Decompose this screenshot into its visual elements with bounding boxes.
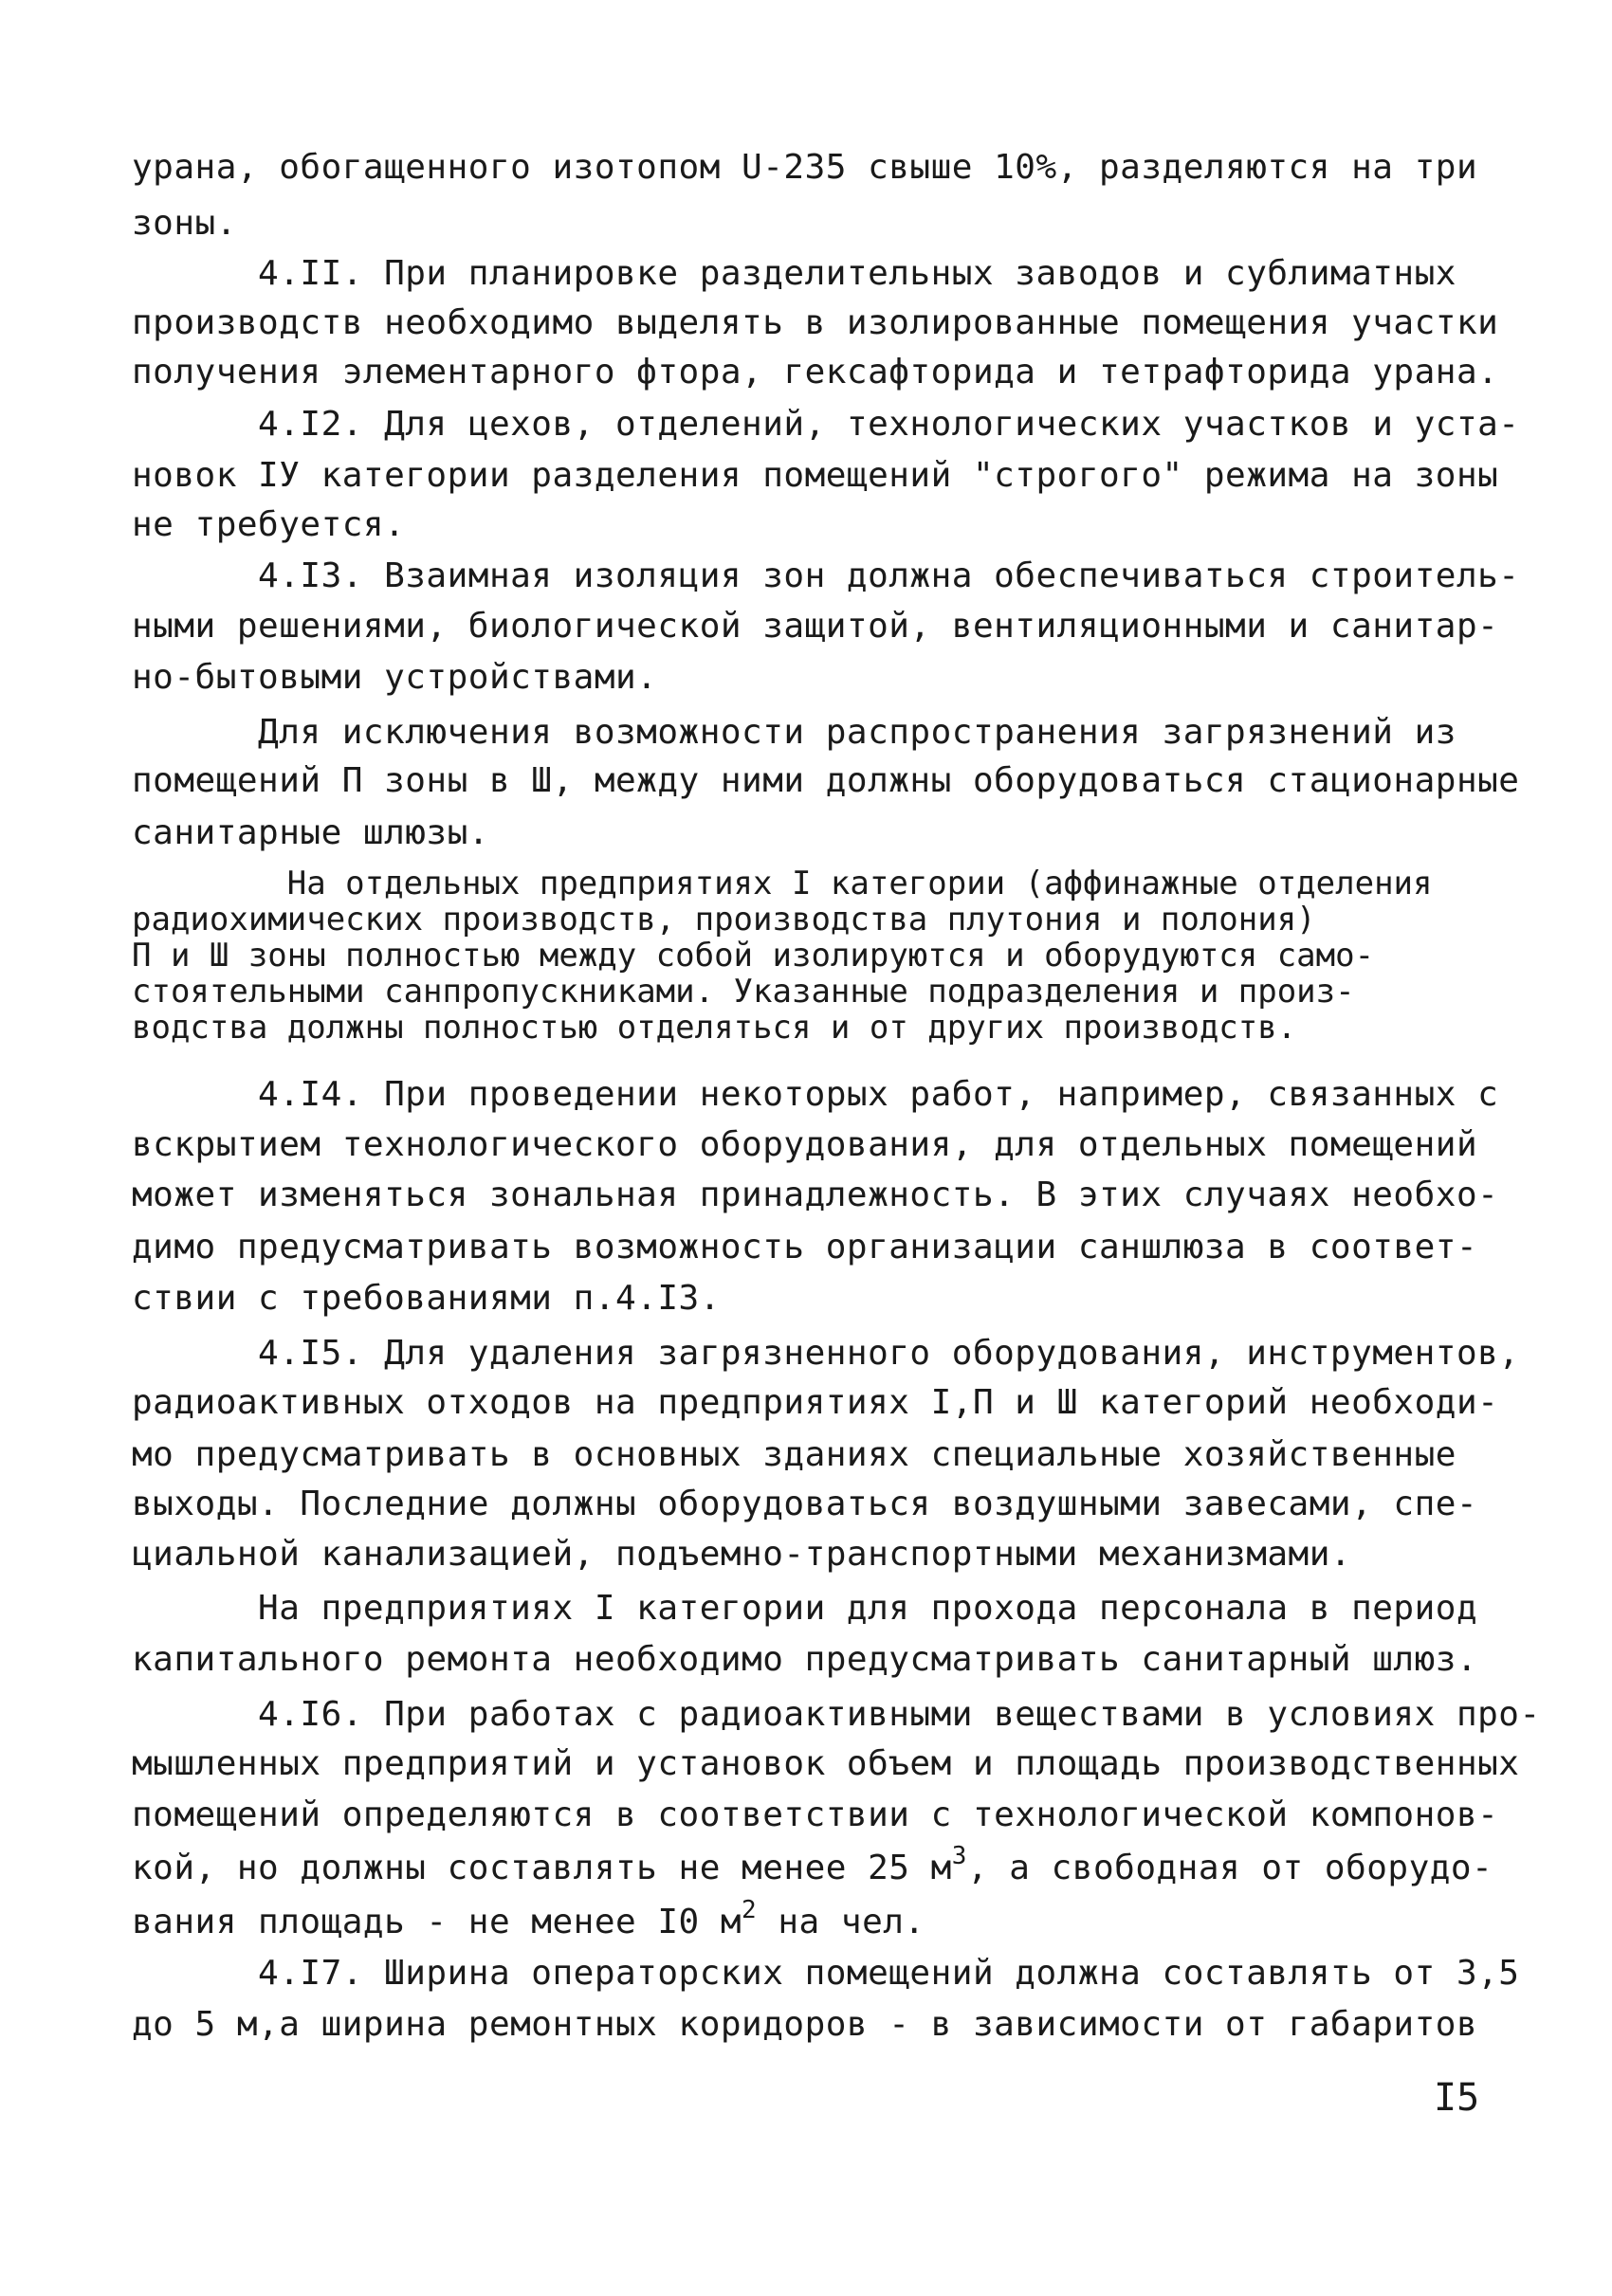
text-line: 4.I2. Для цехов, отделений, технологических участков и уста-: [132, 405, 1520, 444]
text-line: не требуется.: [132, 505, 406, 544]
text-line: На предприятиях I категории для прохода персонала в период: [132, 1589, 1478, 1628]
text-line: 4.I6. При работах с радиоактивными веществами в условиях про-: [132, 1695, 1541, 1734]
text-line: циальной канализацией, подъемно-транспортными механизмами.: [132, 1535, 1352, 1574]
page-number: I5: [1434, 2076, 1480, 2120]
text-line: 4.I7. Ширина операторских помещений должна составлять от 3,5: [132, 1954, 1520, 1993]
text-line: выходы. Последние должны оборудоваться воздушными завесами, спе-: [132, 1485, 1478, 1523]
text-line: может изменяться зональная принадлежность. В этих случаях необхо-: [132, 1175, 1499, 1214]
text-fragment: , а свободная от оборудо-: [966, 1849, 1493, 1887]
text-line: зоны.: [132, 204, 237, 243]
text-line: На отдельных предприятиях I категории (аффинажные отделения: [132, 865, 1433, 902]
text-line: [132, 1842, 1497, 1892]
text-fragment: вания площадь - не менее I0 м: [132, 1903, 742, 1941]
text-line: урана, обогащенного изотопом U-235 свыше 10%, разделяются на три: [132, 148, 1478, 187]
text-line: ными решениями, биологической защитой, вентиляционными и санитар-: [132, 607, 1499, 646]
text-line: санитарные шлюзы.: [132, 813, 489, 852]
text-line: 4.II. При планировке разделительных заводов и сублиматных: [132, 254, 1456, 293]
text-line: радиохимических производств, производства плутония и полония): [132, 901, 1316, 938]
text-line: вскрытием технологического оборудования, для отдельных помещений: [132, 1125, 1478, 1164]
text-line: [132, 1896, 1497, 1946]
text-fragment: на чел.: [757, 1903, 925, 1941]
text-line: радиоактивных отходов на предприятиях I,П и Ш категорий необходи-: [132, 1383, 1499, 1422]
text-line: новок IУ категории разделения помещений "строгого" режима на зоны: [132, 456, 1499, 495]
superscript-square: 2: [742, 1896, 758, 1924]
text-line: водства должны полностью отделяться и от других производств.: [132, 1009, 1297, 1047]
text-line: П и Ш зоны полностью между собой изолируются и оборудуются само-: [132, 937, 1375, 975]
text-line: капитального ремонта необходимо предусматривать санитарный шлюз.: [132, 1640, 1478, 1679]
text-line: 4.I5. Для удаления загрязненного оборудования, инструментов,: [132, 1334, 1520, 1373]
text-line: помещений определяются в соответствии с технологической компонов-: [132, 1795, 1499, 1834]
text-line: но-бытовыми устройствами.: [132, 658, 658, 697]
text-line: 4.I3. Взаимная изоляция зон должна обеспечиваться строитель-: [132, 556, 1520, 595]
text-line: мо предусматривать в основных зданиях специальные хозяйственные: [132, 1435, 1456, 1474]
text-line: Для исключения возможности распространения загрязнений из: [132, 713, 1456, 752]
text-line: ствии с требованиями п.4.I3.: [132, 1279, 721, 1318]
text-line: 4.I4. При проведении некоторых работ, например, связанных с: [132, 1075, 1499, 1114]
text-fragment: кой, но должны составлять не менее 25 м: [132, 1849, 952, 1887]
text-line: димо предусматривать возможность организации саншлюза в соответ-: [132, 1228, 1478, 1266]
text-line: помещений П зоны в Ш, между ними должны оборудоваться стационарные: [132, 761, 1520, 800]
text-line: получения элементарного фтора, гексафторида и тетрафторида урана.: [132, 353, 1499, 392]
text-line: стоятельными санпропускниками. Указанные подразделения и произ-: [132, 973, 1355, 1011]
text-line: производств необходимо выделять в изолированные помещения участки: [132, 303, 1499, 342]
text-line: до 5 м,а ширина ремонтных коридоров - в зависимости от габаритов: [132, 2005, 1478, 2044]
text-line: мышленных предприятий и установок объем и площадь производственных: [132, 1744, 1520, 1783]
superscript-cubic: 3: [951, 1842, 967, 1870]
